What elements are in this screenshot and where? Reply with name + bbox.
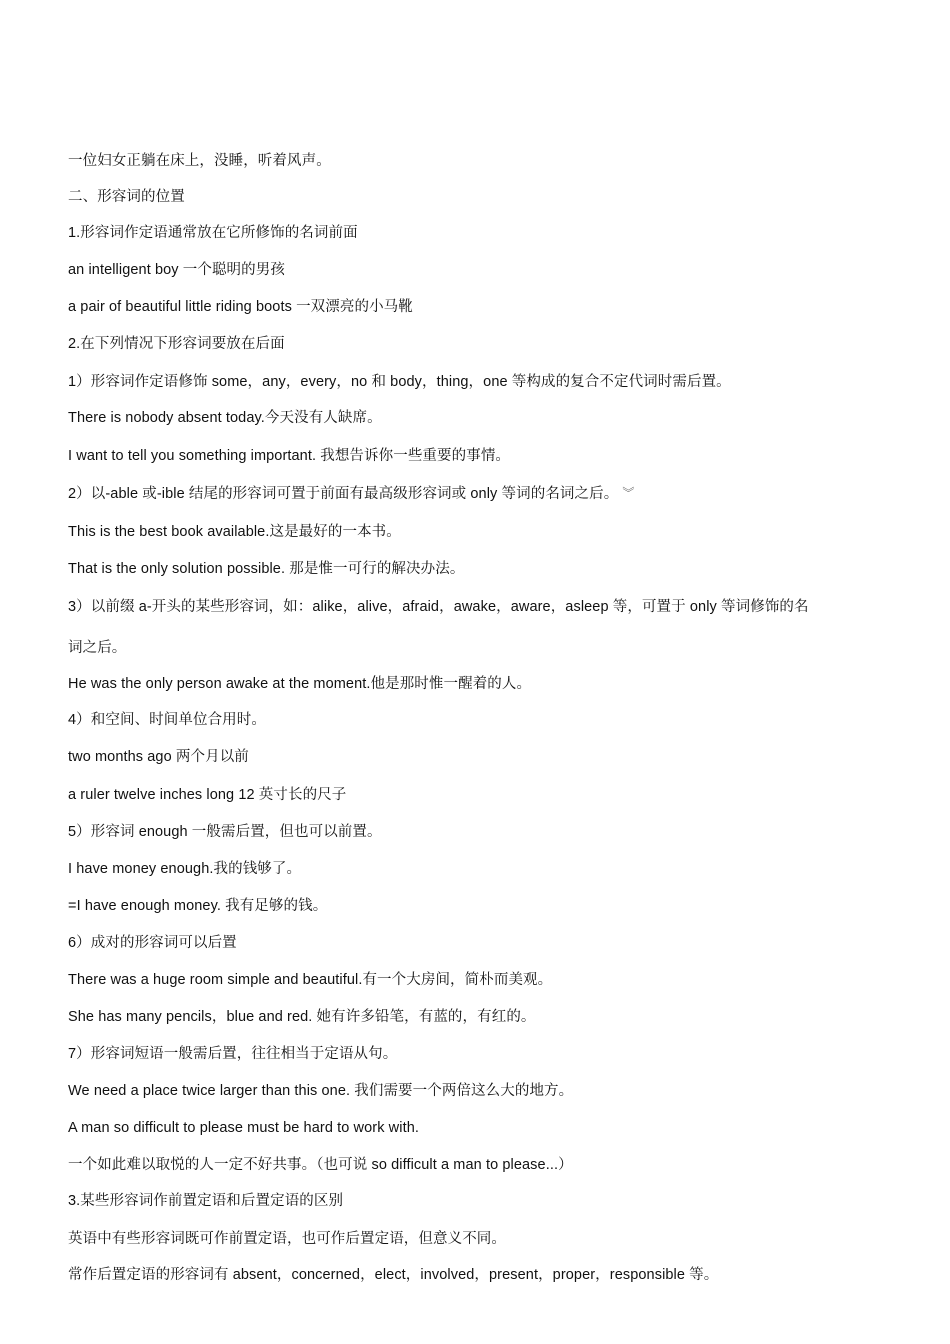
example-line: There was a huge room simple and beautiful.有一个大房间，简朴而美观。 [68, 972, 553, 988]
example-line: I have money enough.我的钱够了。 [68, 861, 302, 877]
example-line: He was the only person awake at the moment.他是那时惟一醒着的人。 [68, 676, 532, 692]
double-chevron-down-icon: ︾ [622, 486, 635, 500]
example-line: two months ago 两个月以前 [68, 749, 249, 765]
example-line: We need a place twice larger than this one. 我们需要一个两倍这么大的地方。 [68, 1083, 574, 1099]
case-heading: 6）成对的形容词可以后置 [68, 935, 237, 951]
rule-heading: 1.形容词作定语通常放在它所修饰的名词前面 [68, 225, 358, 241]
rule-heading: 2.在下列情况下形容词要放在后面 [68, 336, 285, 352]
example-line: a pair of beautiful little riding boots 一双漂亮的小马靴 [68, 299, 413, 315]
example-line: That is the only solution possible. 那是惟一可行的解决办法。 [68, 561, 465, 577]
case-heading: 5）形容词 enough 一般需后置，但也可以前置。 [68, 824, 382, 840]
case-heading: 1）形容词作定语修饰 some，any，every，no 和 body，thing，one 等构成的复合不定代词时需后置。 [68, 374, 731, 390]
example-line: I want to tell you something important. 我想告诉你一些重要的事情。 [68, 448, 511, 464]
example-line: There is nobody absent today.今天没有人缺席。 [68, 410, 382, 426]
case-text: 2）以-able 或-ible 结尾的形容词可置于前面有最高级形容词或 only 等词的名词之后。 [68, 486, 619, 502]
case-heading: 4）和空间、时间单位合用时。 [68, 712, 266, 728]
paragraph-line: 常作后置定语的形容词有 absent，concerned，elect，involved，present，proper，responsible 等。 [68, 1267, 719, 1283]
paragraph-line: 英语中有些形容词既可作前置定语，也可作后置定语，但意义不同。 [68, 1231, 506, 1247]
case-heading: 3）以前缀 a-开头的某些形容词，如：alike，alive，afraid，awake，aware，asleep 等，可置于 only 等词修饰的名 [68, 599, 809, 615]
example-line: This is the best book available.这是最好的一本书。 [68, 524, 401, 540]
example-line: She has many pencils，blue and red. 她有许多铅笔，有蓝的，有红的。 [68, 1009, 536, 1025]
section-heading: 二、形容词的位置 [68, 189, 185, 205]
example-line: A man so difficult to please must be hard to work with. [68, 1120, 419, 1136]
example-line: an intelligent boy 一个聪明的男孩 [68, 262, 285, 278]
case-heading: 7）形容词短语一般需后置，往往相当于定语从句。 [68, 1046, 398, 1062]
case-heading-with-marker [68, 484, 634, 504]
sentence-line: 一位妇女正躺在床上，没睡，听着风声。 [68, 153, 331, 169]
example-line: a ruler twelve inches long 12 英寸长的尺子 [68, 787, 347, 803]
case-heading-continuation: 词之后。 [68, 640, 127, 656]
example-line: =I have enough money. 我有足够的钱。 [68, 898, 328, 914]
example-line: 一个如此难以取悦的人一定不好共事。（也可说 so difficult a man to please...） [68, 1157, 573, 1173]
rule-heading: 3.某些形容词作前置定语和后置定语的区别 [68, 1193, 344, 1209]
